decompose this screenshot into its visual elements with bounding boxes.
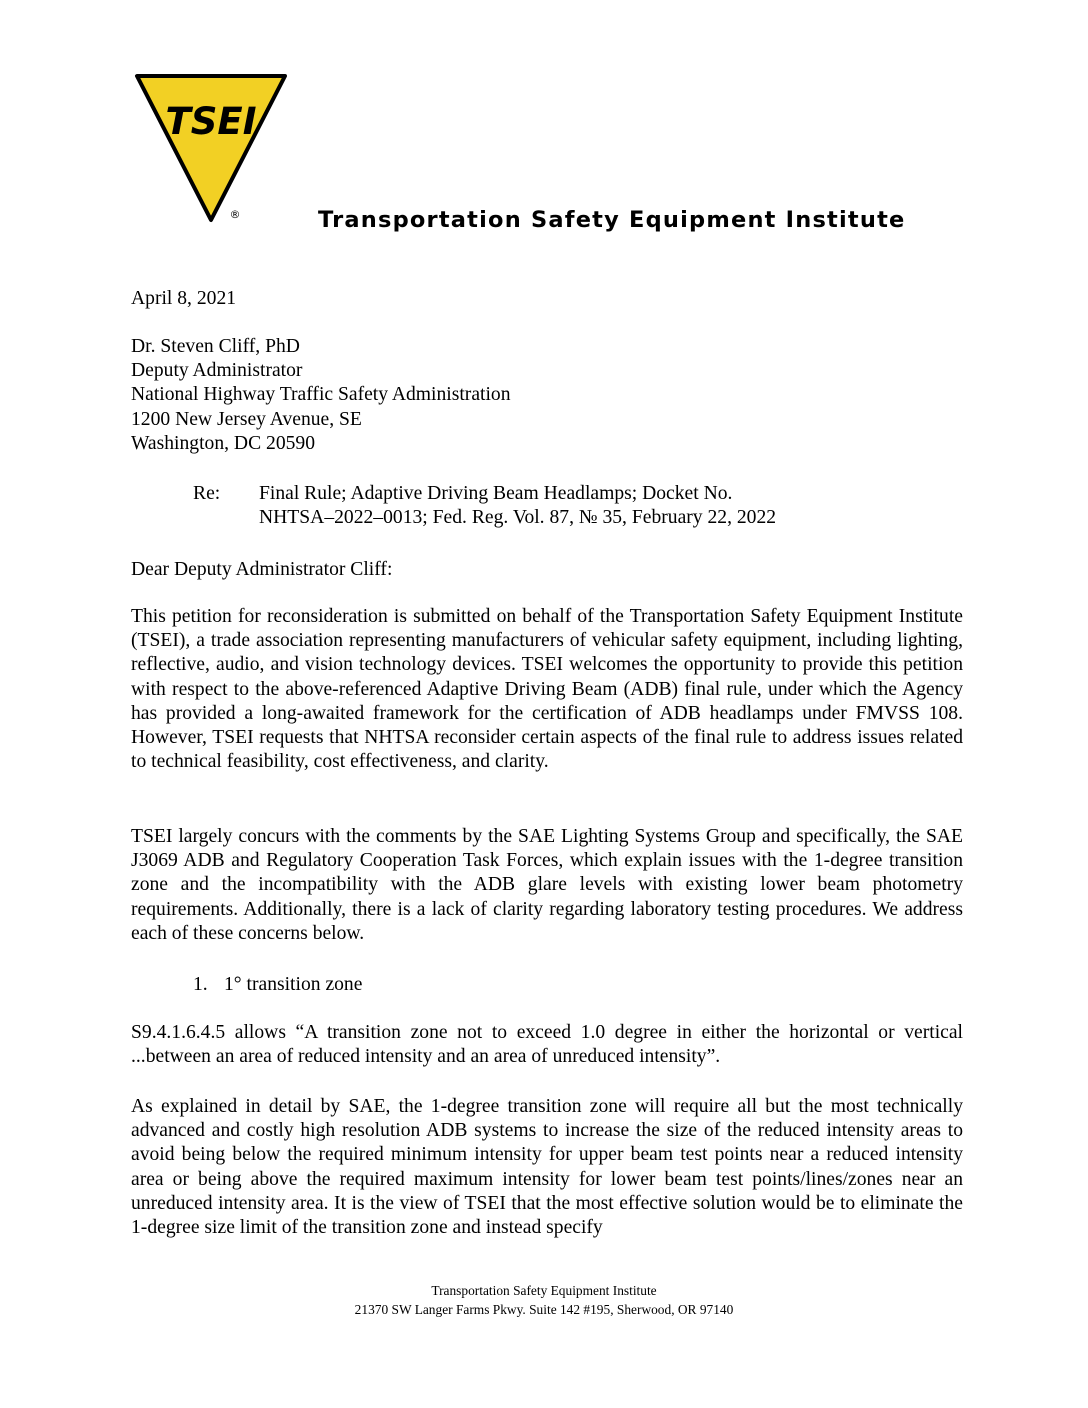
body-paragraph: S9.4.1.6.4.5 allows “A transition zone not to exceed 1.0 degree in either the horizontal or vertical ...between an area of reduced intensity and an area of unreduced intensity”. — [131, 1022, 963, 1068]
body-paragraph: As explained in detail by SAE, the 1-degree transition zone will require all but the most technically advanced and costly high resolution ADB systems to increase the size of the reduced intensity areas to avoid being below the required minimum intensity for upper beam test points near a reduced intensity area or being above the required maximum intensity for lower beam test points/lines/zones near an unreduced intensity area. It is the view of TSEI that the most effective solution would be to eliminate the 1-degree size limit of the transition zone and instead specify — [131, 1096, 963, 1239]
list-item-heading: 1° transition zone — [224, 974, 363, 995]
footer-org-name: Transportation Safety Equipment Institute — [431, 1283, 657, 1298]
body-paragraph: This petition for reconsideration is submitted on behalf of the Transportation Safety Equipment Institute (TSEI), a trade association representing manufacturers of vehicular safety equipment, including lighting, reflective, audio, and vision technology devices. TSEI welcomes the opportunity to provide this petition with respect to the above-referenced Adaptive Driving Beam (ADB) final rule, under which the Agency has provided a long-awaited framework for the certification of ADB headlamps under FMVSS 108. However, TSEI requests that NHTSA reconsider certain aspects of the final rule to address issues related to technical feasibility, cost effectiveness, and clarity. — [131, 606, 963, 773]
tsei-logo — [131, 68, 291, 233]
re-line-1: Final Rule; Adaptive Driving Beam Headlamps; Docket No. — [259, 483, 733, 504]
recipient-address — [131, 335, 511, 456]
registered-mark: ® — [229, 208, 241, 221]
organization-title: Transportation Safety Equipment Institute — [318, 207, 906, 233]
recipient-name: Dr. Steven Cliff, PhD — [131, 336, 300, 357]
logo-text: TSEI — [165, 100, 257, 143]
tsei-triangle-icon — [131, 68, 291, 233]
footer-address: 21370 SW Langer Farms Pkwy. Suite 142 #195, Sherwood, OR 97140 — [354, 1302, 734, 1317]
re-label: Re: — [193, 483, 221, 504]
salutation: Dear Deputy Administrator Cliff: — [131, 559, 393, 580]
re-line-2: NHTSA–2022–0013; Fed. Reg. Vol. 87, № 35, February 22, 2022 — [259, 507, 777, 529]
list-item-number: 1. — [193, 974, 208, 995]
page-footer — [0, 1281, 1088, 1319]
recipient-street: 1200 New Jersey Avenue, SE — [131, 408, 362, 430]
recipient-city: Washington, DC 20590 — [131, 432, 316, 454]
letter-date: April 8, 2021 — [131, 288, 237, 309]
re-subject — [259, 482, 776, 530]
body-paragraph: TSEI largely concurs with the comments by the SAE Lighting Systems Group and specifically, the SAE J3069 ADB and Regulatory Cooperation Task Forces, which explain issues with the 1-degree transition zone and the incompatibility with the ADB glare levels with existing lower beam photometry requirements. Additionally, there is a lack of clarity regarding laboratory testing procedures. We address each of these concerns below. — [131, 826, 963, 944]
recipient-title: Deputy Administrator — [131, 360, 303, 382]
recipient-agency: National Highway Traffic Safety Administration — [131, 384, 511, 406]
